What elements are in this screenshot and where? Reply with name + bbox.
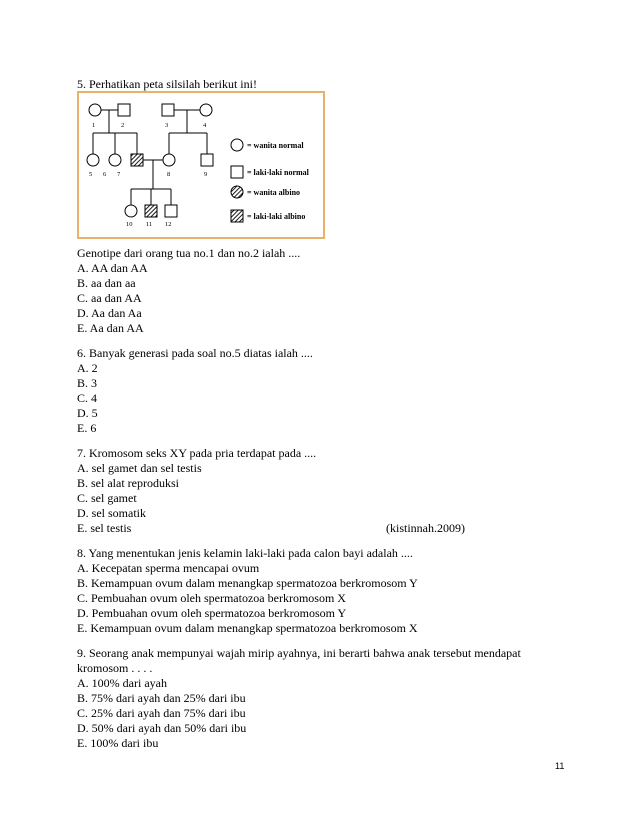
q6-option-c: C. 4 <box>77 391 98 405</box>
q5-option-d: D. Aa dan Aa <box>77 306 142 320</box>
q9-option-e: E. 100% dari ibu <box>77 736 159 750</box>
q8-question: 8. Yang menentukan jenis kelamin laki-laki pada calon bayi adalah .... <box>77 546 413 560</box>
individual-2-number: 2 <box>121 122 125 129</box>
q9-question-line2: kromosom . . . . <box>77 661 153 675</box>
individual-12-number: 12 <box>165 221 172 228</box>
individual-11-number: 11 <box>146 221 153 228</box>
q8-option-b: B. Kemampuan ovum dalam menangkap spermatozoa berkromosom Y <box>77 576 418 590</box>
page-number: 11 <box>555 761 565 771</box>
individual-9-icon <box>201 154 213 166</box>
q8-option-d: D. Pembuahan ovum oleh spermatozoa berkromosom Y <box>77 606 347 620</box>
individual-1-icon <box>89 104 101 116</box>
q9-question-line1: 9. Seorang anak mempunyai wajah mirip ayahnya, ini berarti bahwa anak tersebut mendapat <box>77 646 521 660</box>
individual-1-number: 1 <box>92 122 96 129</box>
gen2-numbers <box>89 171 207 178</box>
q7-option-a: A. sel gamet dan sel testis <box>77 461 202 475</box>
individual-10-number: 10 <box>126 221 133 228</box>
legend-wanita-albino-icon <box>231 186 243 198</box>
q5-option-e: E. Aa dan AA <box>77 321 144 335</box>
q5-option-a: A. AA dan AA <box>77 261 148 275</box>
q5-option-c: C. aa dan AA <box>77 291 142 305</box>
q5-prompt: 5. Perhatikan peta silsilah berikut ini! <box>77 77 257 91</box>
individual-6-icon <box>109 154 121 166</box>
q8-option-a: A. Kecepatan sperma mencapai ovum <box>77 561 260 575</box>
legend-laki-albino: = laki-laki albino <box>247 212 306 221</box>
q6-option-b: B. 3 <box>77 376 98 390</box>
q9-option-d: D. 50% dari ayah dan 50% dari ibu <box>77 721 247 735</box>
individual-2-icon <box>118 104 130 116</box>
pedigree-figure <box>77 91 325 239</box>
individual-11-icon <box>145 205 157 217</box>
legend-laki-normal-icon <box>231 166 243 178</box>
gen3-numbers <box>126 221 172 228</box>
individual-9-number: 9 <box>204 171 208 178</box>
q7-option-c: C. sel gamet <box>77 491 137 505</box>
individual-6-number: 6 <box>103 171 107 178</box>
pedigree-chart <box>79 93 323 237</box>
q6-option-a: A. 2 <box>77 361 98 375</box>
individual-5-number: 5 <box>89 171 93 178</box>
individual-8-number: 8 <box>167 171 171 178</box>
legend-wanita-albino: = wanita albino <box>247 188 301 197</box>
q7-option-b: B. sel alat reproduksi <box>77 476 179 490</box>
q8-option-e: E. Kemampuan ovum dalam menangkap spermatozoa berkromosom X <box>77 621 418 635</box>
q9-option-b: B. 75% dari ayah dan 25% dari ibu <box>77 691 246 705</box>
q5-option-b: B. aa dan aa <box>77 276 136 290</box>
legend-wanita-normal-icon <box>231 139 243 151</box>
legend-laki-normal: = laki-laki normal <box>247 168 309 177</box>
q8-option-c: C. Pembuahan ovum oleh spermatozoa berkromosom X <box>77 591 346 605</box>
legend-laki-albino-icon <box>231 210 243 222</box>
q7-citation: (kistinnah.2009) <box>386 521 465 535</box>
individual-3-number: 3 <box>165 122 169 129</box>
individual-3-icon <box>162 104 174 116</box>
q7-option-e: E. sel testis <box>77 521 132 535</box>
individual-7-icon <box>131 154 143 166</box>
q6-option-e: E. 6 <box>77 421 97 435</box>
individual-10-icon <box>125 205 137 217</box>
legend <box>231 139 243 222</box>
individual-4-icon <box>200 104 212 116</box>
individual-7-number: 7 <box>117 171 121 178</box>
individual-12-icon <box>165 205 177 217</box>
q6-question: 6. Banyak generasi pada soal no.5 diatas ialah .... <box>77 346 313 360</box>
q5-question: Genotipe dari orang tua no.1 dan no.2 ialah .... <box>77 246 301 260</box>
q9-option-c: C. 25% dari ayah dan 75% dari ibu <box>77 706 246 720</box>
individual-5-icon <box>87 154 99 166</box>
individual-4-number: 4 <box>203 122 207 129</box>
q7-option-d: D. sel somatik <box>77 506 146 520</box>
individual-8-icon <box>163 154 175 166</box>
legend-wanita-normal: = wanita normal <box>247 141 304 150</box>
q6-option-d: D. 5 <box>77 406 98 420</box>
q9-option-a: A. 100% dari ayah <box>77 676 167 690</box>
q7-question: 7. Kromosom seks XY pada pria terdapat pada .... <box>77 446 317 460</box>
